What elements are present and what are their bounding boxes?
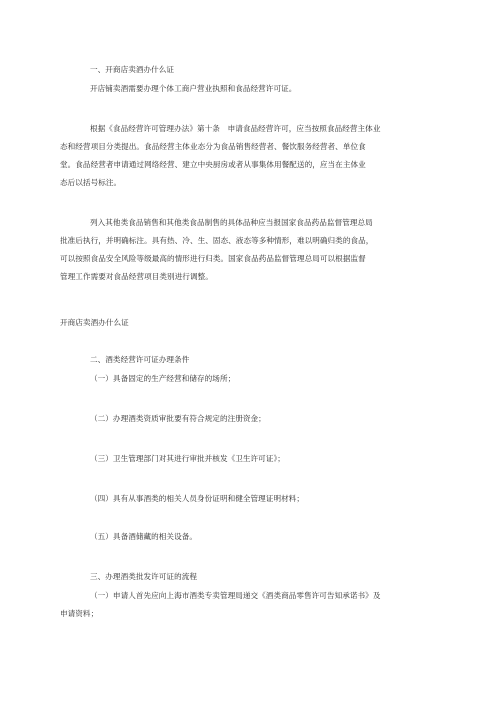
paragraph-line: 批准后执行，并明确标注。具有热、冷、生、固态、液态等多种情形，难以明确归类的食品， <box>60 236 374 245</box>
paragraph-line: （一）申请人首先应向上海市酒类专卖管理局递交《酒类商品零售许可告知承诺书》及 <box>90 591 381 600</box>
paragraph-line: 列入其他类食品销售和其他类食品制售的具体品种应当报国家食品药品监督管理总局 <box>90 218 373 227</box>
list-item: （五）具备酒储藏的相关设备。 <box>90 532 198 541</box>
list-item: （三）卫生管理部门对其进行审批并核发《卫生许可证》； <box>90 454 285 463</box>
standalone-title: 开商店卖酒办什么证 <box>60 318 129 327</box>
paragraph-line: 可以按照食品安全风险等级最高的情形进行归类。国家食品药品监督管理总局可以根据监督 <box>60 254 366 263</box>
section-heading: 二、酒类经营许可证办理条件 <box>90 355 190 364</box>
section-heading: 一、开商店卖酒办什么证 <box>90 65 175 74</box>
list-item: （一）具备固定的生产经营和储存的场所； <box>90 374 236 383</box>
paragraph-line: 态和经营项目分类提出。食品经营主体业态分为食品销售经营者、餐饮服务经营者、单位食 <box>60 142 366 151</box>
paragraph-line: 管理工作需要对食品经营项目类别进行调整。 <box>60 272 213 281</box>
paragraph-line: 申请资料； <box>60 609 99 618</box>
section-heading: 三、办理酒类批发许可证的流程 <box>90 572 198 581</box>
answer-text: 开店铺卖酒需要办理个体工商户营业执照和食品经营许可证。 <box>90 84 297 93</box>
list-item: （四）具有从事酒类的相关人员身份证明和健全管理证明材料； <box>90 494 305 503</box>
paragraph-line: 态后以括号标注。 <box>60 178 122 187</box>
list-item: （二）办理酒类资质审批要有符合规定的注册资金； <box>90 414 266 423</box>
paragraph-line: 根据《食品经营许可管理办法》第十条 申请食品经营许可，应当按照食品经营主体业 <box>90 124 381 133</box>
paragraph-line: 堂。食品经营者申请通过网络经营、建立中央厨房或者从事集体用餐配送的，应当在主体业 <box>60 160 366 169</box>
